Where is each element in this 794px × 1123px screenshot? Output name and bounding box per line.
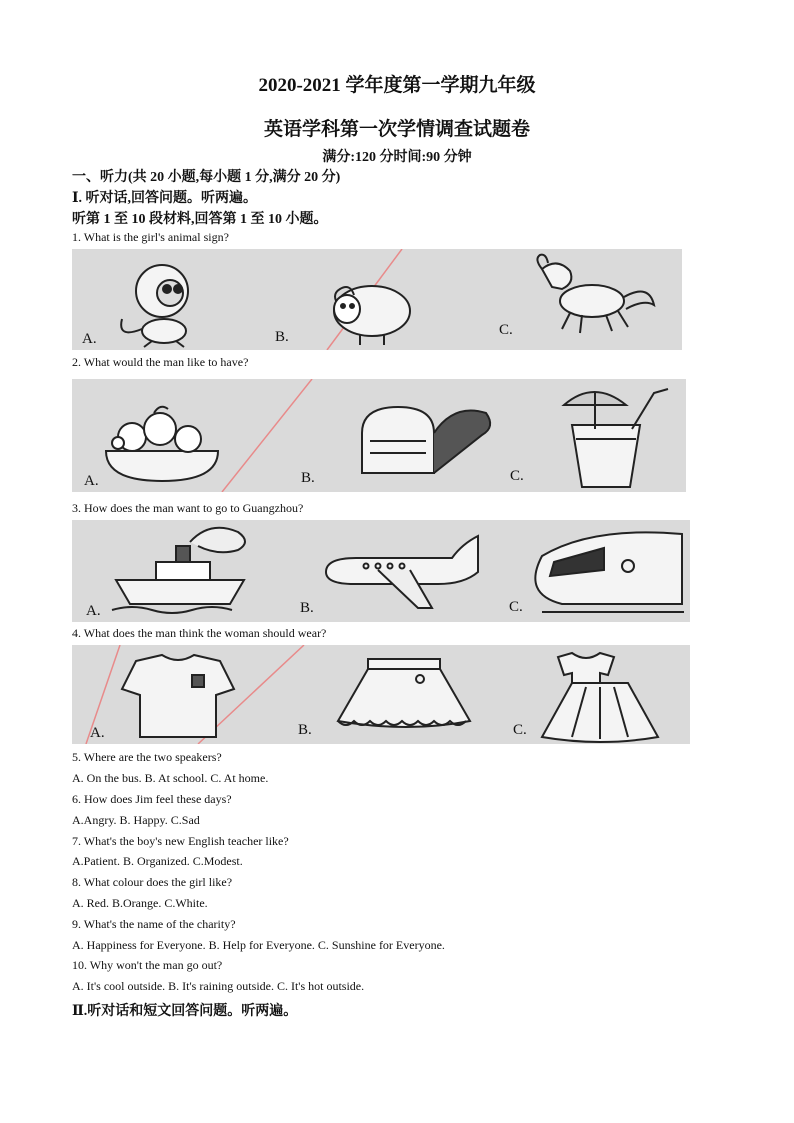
question-10-options: A. It's cool outside. B. It's raining outside. C. It's hot outside. xyxy=(72,979,365,993)
q4-label-c: C. xyxy=(513,722,527,738)
skirt-icon xyxy=(338,659,470,727)
q2-label-c: C. xyxy=(510,468,524,484)
fruit-bowl-icon xyxy=(106,407,218,481)
question-7-text: 7. What's the boy's new English teacher like? xyxy=(72,834,289,848)
q2-label-a: A. xyxy=(84,473,99,489)
q1-label-a: A. xyxy=(82,331,97,347)
question-7-options: A.Patient. B. Organized. C.Modest. xyxy=(72,854,243,868)
monkey-icon xyxy=(121,265,188,347)
q1-label-c: C. xyxy=(499,322,513,338)
q4-label-a: A. xyxy=(90,725,105,741)
q3-label-a: A. xyxy=(86,603,101,619)
question-5-options: A. On the bus. B. At school. C. At home. xyxy=(72,771,269,785)
dress-icon xyxy=(542,653,658,742)
sheep-icon xyxy=(334,286,410,345)
exam-title-line2: 英语学科第一次学情调查试题卷 xyxy=(263,119,530,140)
question-2-text: 2. What would the man like to have? xyxy=(72,355,249,369)
question-1-pictures xyxy=(72,249,682,350)
question-3-pictures xyxy=(72,520,690,622)
part1-heading: Ⅰ. 听对话,回答问题。听两遍。 xyxy=(72,191,258,206)
tshirt-icon xyxy=(122,655,234,737)
question-8-text: 8. What colour does the girl like? xyxy=(72,875,233,889)
score-time-line: 满分:120 分时间:90 分钟 xyxy=(322,150,472,165)
horse-icon xyxy=(537,255,654,333)
question-9-options: A. Happiness for Everyone. B. Help for Everyone. C. Sunshine for Everyone. xyxy=(72,938,445,952)
ship-icon xyxy=(112,528,245,613)
section1-heading: 一、听力(共 20 小题,每小题 1 分,满分 20 分) xyxy=(72,170,341,185)
question-8-options: A. Red. B.Orange. C.White. xyxy=(72,896,208,910)
q2-label-b: B. xyxy=(301,470,315,486)
juice-icon xyxy=(564,389,668,487)
question-2-pictures xyxy=(72,379,686,492)
question-5-text: 5. Where are the two speakers? xyxy=(72,750,222,764)
question-3-text: 3. How does the man want to go to Guangzhou? xyxy=(72,501,304,515)
q3-label-c: C. xyxy=(509,599,523,615)
train-icon xyxy=(535,532,684,612)
question-6-text: 6. How does Jim feel these days? xyxy=(72,792,232,806)
q1-label-b: B. xyxy=(275,329,289,345)
question-6-options: A.Angry. B. Happy. C.Sad xyxy=(72,813,200,827)
q3-label-b: B. xyxy=(300,600,314,616)
question-4-pictures xyxy=(72,645,690,744)
question-9-text: 9. What's the name of the charity? xyxy=(72,917,236,931)
plane-icon xyxy=(326,536,478,608)
question-10-text: 10. Why won't the man go out? xyxy=(72,958,223,972)
exam-title-line1: 2020-2021 学年度第一学期九年级 xyxy=(258,75,536,96)
question-4-text: 4. What does the man think the woman should wear? xyxy=(72,626,327,640)
section2-heading: Ⅱ.听对话和短文回答问题。听两遍。 xyxy=(72,1004,298,1019)
bread-icon xyxy=(362,407,490,473)
part1-instruction: 听第 1 至 10 段材料,回答第 1 至 10 小题。 xyxy=(72,212,328,227)
q4-label-b: B. xyxy=(298,722,312,738)
question-1-text: 1. What is the girl's animal sign? xyxy=(72,230,229,244)
